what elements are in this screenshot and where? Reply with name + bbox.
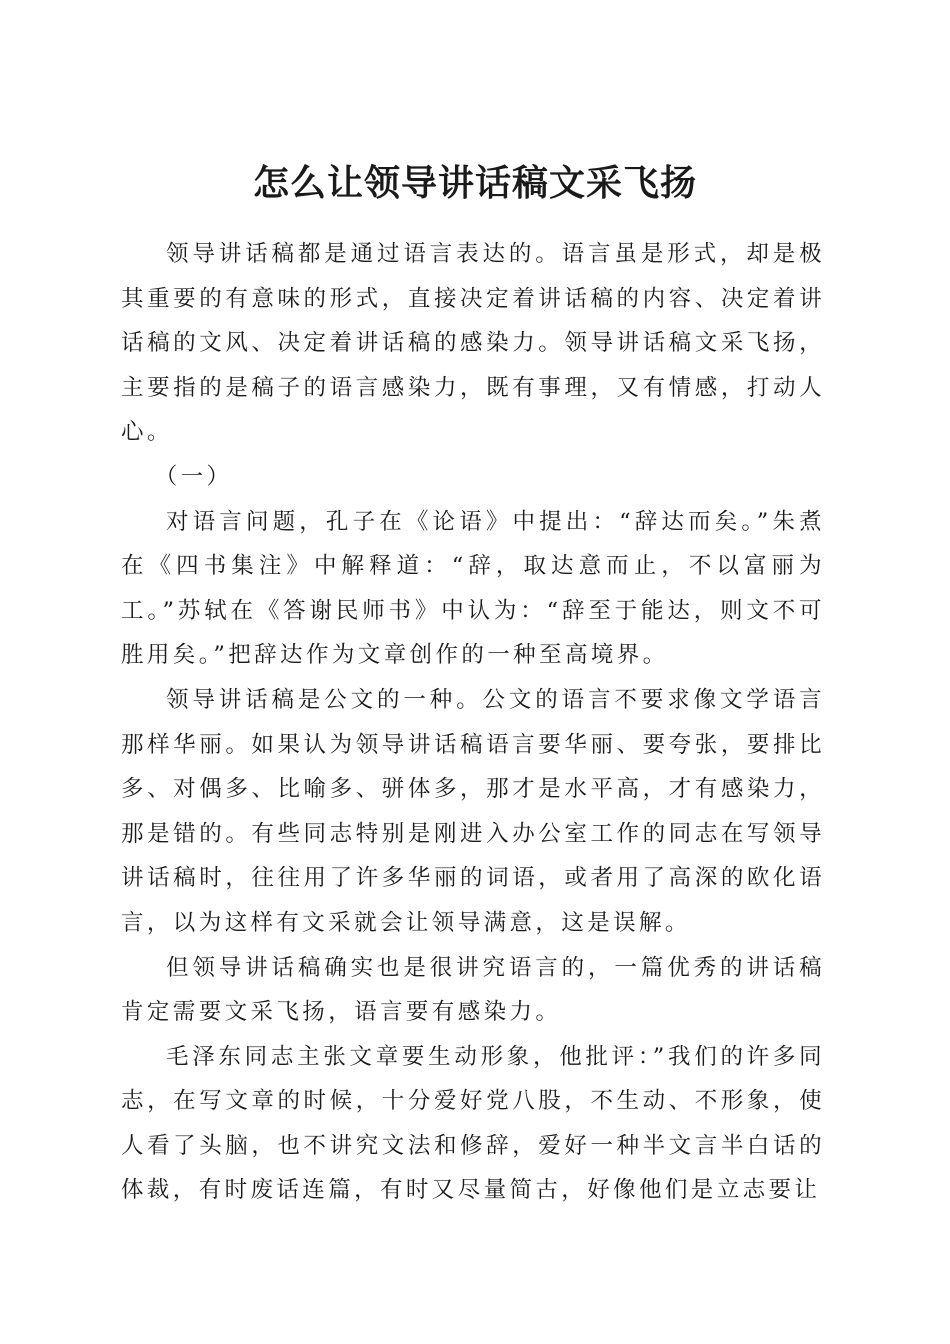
document-body — [121, 232, 825, 1213]
section-number: （一） — [154, 463, 233, 490]
paragraph-official-document: 领导讲话稿是公文的一种。公文的语言不要求像文学语言那样华丽。如果认为领导讲话稿语言要华丽、要夸张，要排比多、对偶多、比喻多、骈体多，那才是水平高，才有感染力，那是错的。有些同志特别是刚进入办公室工作的同志在写领导讲话稿时，往往用了许多华丽的词语，或者用了高深的欧化语言，以为这样有文采就会让领导满意，这是误解。 — [121, 686, 825, 936]
paragraph-confucius: 对语言问题，孔子在《论语》中提出：“辞达而矣。”朱煮在《四书集注》中解释道：“辞，取达意而止，不以富丽为工。”苏轼在《答谢民师书》中认为：“辞至于能达，则文不可胜用矣。”把辞达作为文章创作的一种至高境界。 — [121, 508, 826, 669]
paragraph-intro: 领导讲话稿都是通过语言表达的。语言虽是形式，却是极其重要的有意味的形式，直接决定着讲话稿的内容、决定着讲话稿的文风、决定着讲话稿的感染力。领导讲话稿文采飞扬，主要指的是稿子的语言感染力，既有事理，又有情感，打动人心。 — [121, 241, 825, 446]
paragraph-mao-zedong: 毛泽东同志主张文章要生动形象，他批评：”我们的许多同志，在写文章的时候，十分爱好党八股，不生动、不形象，使人看了头脑，也不讲究文法和修辞，爱好一种半文言半白话的体裁，有时废话连篇，有时又尽量简古，好像他们是立志要让 — [121, 1043, 825, 1204]
paragraph-language-matters: 但领导讲话稿确实也是很讲究语言的，一篇优秀的讲话稿肯定需要文采飞扬，语言要有感染力。 — [121, 954, 825, 1026]
document-title: 怎么让领导讲话稿文采飞扬 — [252, 162, 697, 205]
